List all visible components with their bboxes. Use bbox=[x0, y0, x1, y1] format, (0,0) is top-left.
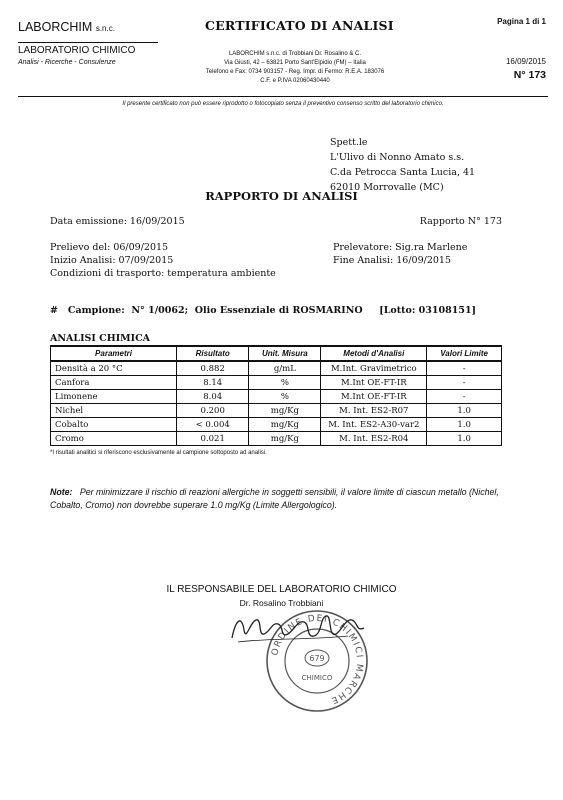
logo-divider bbox=[18, 42, 158, 43]
cell-limit: 1.0 bbox=[427, 418, 502, 432]
sample-code: N° 1/0062; bbox=[131, 305, 189, 316]
cell-result: 8.04 bbox=[177, 390, 249, 404]
sampling-date: Prelievo del: 06/09/2015 bbox=[50, 242, 169, 253]
certificate-date: 16/09/2015 bbox=[505, 57, 546, 66]
table-row bbox=[51, 404, 502, 418]
table-row bbox=[51, 361, 502, 376]
recipient-company: L'Ulivo di Nonno Amato s.s. bbox=[330, 152, 465, 163]
cell-parameter: Densità a 20 °C bbox=[51, 361, 177, 376]
cell-method: M. Int. ES2-R07 bbox=[321, 404, 427, 418]
header-method: Metodi d'Analisi bbox=[321, 346, 427, 361]
certificate-title: CERTIFICATO DI ANALISI bbox=[205, 18, 394, 33]
cell-method: M. Int. ES2-R04 bbox=[321, 432, 427, 446]
note-label: Note: bbox=[50, 487, 73, 497]
cell-limit: - bbox=[427, 376, 502, 390]
note-text: Per minimizzare il rischio di reazioni allergiche in soggetti sensibili, il valore limite di ciascun metallo (Nichel, Cobalto, Cromo) non dovrebbe superare 1.0 mg/Kg (Limite Allergologico). bbox=[50, 487, 499, 510]
header-unit: Unit. Misura bbox=[249, 346, 321, 361]
transport-conditions: Condizioni di trasporto: temperatura ambiente bbox=[50, 268, 276, 279]
lab-subtitle: LABORATORIO CHIMICO bbox=[18, 45, 136, 56]
sample-lot: [Lotto: 03108151] bbox=[379, 305, 477, 316]
table-row bbox=[51, 432, 502, 446]
address-line: Telefono e Fax: 0734 903157 - Reg. Impr. di Fermo: R.E.A. 183076 bbox=[205, 69, 385, 75]
sampler: Prelevatore: Sig.ra Marlene bbox=[333, 242, 468, 253]
cell-result: 8.14 bbox=[177, 376, 249, 390]
cell-limit: - bbox=[427, 390, 502, 404]
page-number: Pagina 1 di 1 bbox=[497, 17, 546, 26]
svg-text:CHIMICO: CHIMICO bbox=[301, 674, 333, 682]
address-line: LABORCHIM s.n.c. di Trobbiani Dr. Rosalino & C. bbox=[228, 51, 362, 57]
lab-name: LABORCHIM bbox=[18, 20, 93, 34]
header-divider bbox=[18, 96, 548, 97]
cell-result: < 0.004 bbox=[177, 418, 249, 432]
sample-label: Campione: bbox=[67, 305, 125, 316]
cell-result: 0.200 bbox=[177, 404, 249, 418]
signatory-title: IL RESPONSABILE DEL LABORATORIO CHIMICO bbox=[166, 584, 397, 595]
cell-unit: mg/Kg bbox=[249, 404, 321, 418]
header-result: Risultato bbox=[177, 346, 249, 361]
cell-limit: 1.0 bbox=[427, 432, 502, 446]
analysis-end: Fine Analisi: 16/09/2015 bbox=[333, 255, 451, 266]
cell-result: 0.021 bbox=[177, 432, 249, 446]
lab-tagline: Analisi - Ricerche - Consulenze bbox=[18, 59, 116, 66]
cell-method: M.Int. Gravimetrico bbox=[321, 361, 427, 376]
sample-line bbox=[50, 305, 476, 316]
cell-unit: g/mL bbox=[249, 361, 321, 376]
cell-method: M.Int OE-FT-IR bbox=[321, 390, 427, 404]
emission-date: Data emissione: 16/09/2015 bbox=[50, 216, 185, 227]
sample-description: Olio Essenziale di ROSMARINO bbox=[194, 305, 363, 316]
recipient-salutation: Spett.le bbox=[330, 137, 368, 148]
recipient-city: 62010 Morrovalle (MC) bbox=[330, 182, 444, 193]
cell-method: M.Int OE-FT-IR bbox=[321, 376, 427, 390]
cell-parameter: Cobalto bbox=[51, 418, 177, 432]
cell-limit: - bbox=[427, 361, 502, 376]
svg-text:679: 679 bbox=[309, 654, 325, 663]
report-title: RAPPORTO DI ANALISI bbox=[205, 189, 358, 203]
report-number: Rapporto N° 173 bbox=[419, 216, 502, 227]
cell-parameter: Canfora bbox=[51, 376, 177, 390]
analysis-start: Inizio Analisi: 07/09/2015 bbox=[50, 255, 174, 266]
cell-parameter: Cromo bbox=[51, 432, 177, 446]
header-parameters: Parametri bbox=[51, 346, 177, 361]
signatory-name: Dr. Rosalino Trobbiani bbox=[239, 598, 324, 608]
address-line: C.F. e P.IVA 02060430440 bbox=[260, 78, 330, 84]
analysis-table bbox=[50, 345, 502, 446]
table-row bbox=[51, 390, 502, 404]
recipient-address bbox=[330, 135, 475, 195]
table-row bbox=[51, 376, 502, 390]
cell-parameter: Limonene bbox=[51, 390, 177, 404]
recipient-street: C.da Petrocca Santa Lucia, 41 bbox=[330, 167, 476, 178]
svg-text:ORDINE DEI CHIMICI MARCHE: ORDINE DEI CHIMICI MARCHE bbox=[270, 613, 365, 706]
analysis-title: ANALISI CHIMICA bbox=[50, 333, 151, 344]
cell-result: 0.882 bbox=[177, 361, 249, 376]
cell-unit: mg/Kg bbox=[249, 432, 321, 446]
lab-address bbox=[190, 50, 400, 86]
cell-unit: mg/Kg bbox=[249, 418, 321, 432]
cell-limit: 1.0 bbox=[427, 404, 502, 418]
sample-hash: # bbox=[50, 305, 58, 316]
cell-parameter: Nichel bbox=[51, 404, 177, 418]
table-row bbox=[51, 418, 502, 432]
header-limit: Valori Limite bbox=[427, 346, 502, 361]
table-footnote: *I risultati analitici si riferiscono esclusivamente al campione sottoposto ad analisi. bbox=[50, 450, 267, 456]
disclaimer: Il presente certificato non può essere riprodotto o fotocopiato senza il preventivo consenso scritto del laboratorio chimico. bbox=[122, 101, 444, 107]
table-header-row bbox=[51, 346, 502, 361]
cell-method: M. Int. ES2-A30-var2 bbox=[321, 418, 427, 432]
address-line: Via Giusti, 42 – 63821 Porto Sant'Elpidio (FM) – Italia bbox=[224, 60, 366, 66]
allergy-note bbox=[50, 486, 510, 512]
certificate-number: N° 173 bbox=[513, 69, 546, 81]
cell-unit: % bbox=[249, 390, 321, 404]
lab-name-suffix: s.n.c. bbox=[95, 24, 115, 33]
lab-logo-name bbox=[18, 20, 115, 34]
signature-scribble bbox=[228, 608, 368, 648]
cell-unit: % bbox=[249, 376, 321, 390]
